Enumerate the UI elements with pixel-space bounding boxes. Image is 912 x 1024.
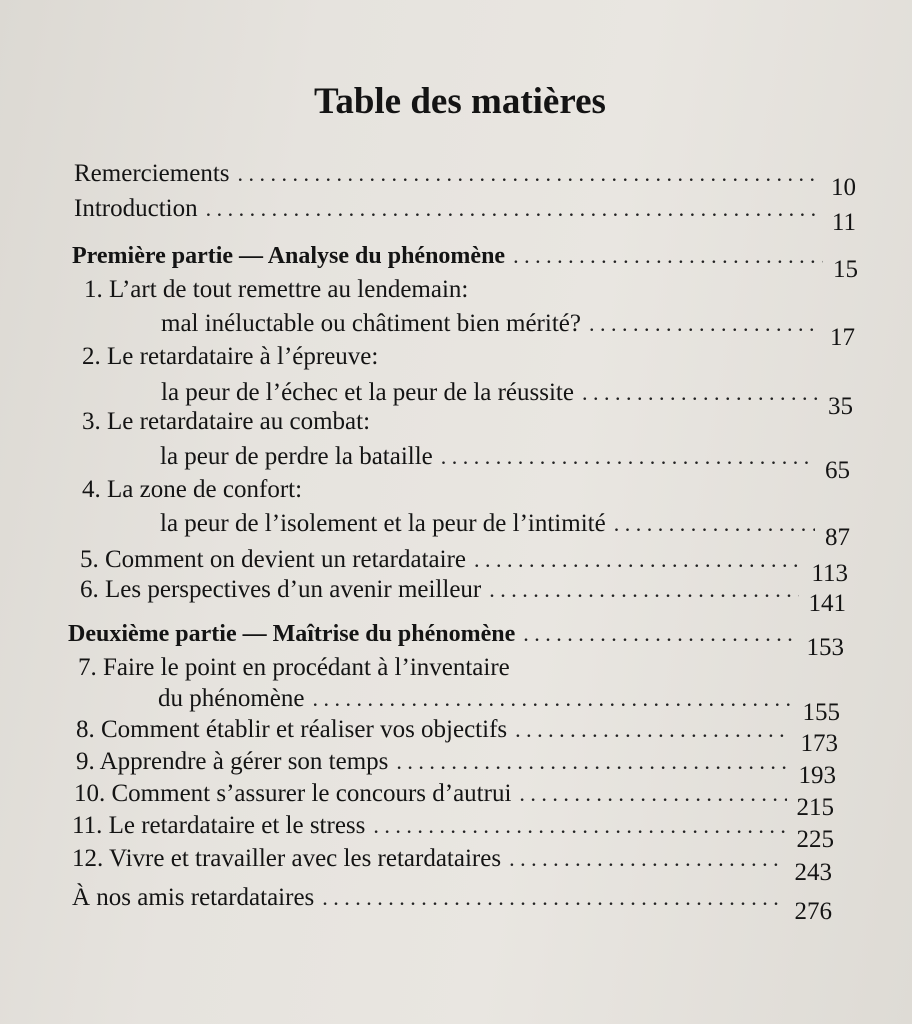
toc-entry-page: 155 xyxy=(802,699,840,726)
toc-chapter-6 xyxy=(80,576,846,617)
toc-chapter-1 xyxy=(161,310,855,351)
toc-chapter-10 xyxy=(74,780,834,821)
toc-entry-label: la peur de l’échec et la peur de la réussite xyxy=(161,379,574,406)
toc-entry-label: 5. Comment on devient un retardataire xyxy=(80,546,466,573)
leader-dots xyxy=(509,846,784,872)
toc-entry-page: 11 xyxy=(831,209,856,236)
toc-entry-remerciements xyxy=(74,160,856,201)
toc-chapter-5 xyxy=(80,546,848,587)
toc-entry-label: mal inéluctable ou châtiment bien mérité? xyxy=(161,310,581,337)
toc-entry-page: 243 xyxy=(794,859,832,886)
toc-entry-label: 6. Les perspectives d’un avenir meilleur xyxy=(80,576,482,603)
toc-entry-page: 153 xyxy=(806,634,844,661)
leader-dots xyxy=(489,577,798,603)
toc-entry-label: 8. Comment établir et réaliser vos objectifs xyxy=(76,716,508,743)
toc-entry-introduction xyxy=(74,195,856,236)
toc-entry-label: 12. Vivre et travailler avec les retardataires xyxy=(72,845,502,872)
toc-part-label: Deuxième partie — Maîtrise du phénomène xyxy=(68,621,516,647)
toc-chapter-8 xyxy=(76,716,838,757)
toc-chapter-12 xyxy=(72,845,832,886)
leader-dots xyxy=(589,311,820,337)
leader-dots xyxy=(474,547,801,573)
leader-dots xyxy=(312,686,792,712)
toc-entry-label: À nos amis retardataires xyxy=(72,884,315,911)
toc-entry-page: 193 xyxy=(798,762,836,789)
toc-chapter-2 xyxy=(161,379,853,420)
toc-entry-page: 87 xyxy=(825,524,850,551)
leader-dots xyxy=(396,749,788,775)
toc-chapter-4 xyxy=(160,510,850,551)
toc-part-one xyxy=(72,242,858,283)
toc-entry-page: 225 xyxy=(796,826,834,853)
toc-entry-label: Introduction xyxy=(74,195,198,222)
toc-entry-page: 15 xyxy=(833,256,858,283)
toc-entry-page: 65 xyxy=(825,457,850,484)
leader-dots xyxy=(513,243,823,269)
leader-dots xyxy=(614,511,815,537)
toc-entry-page: 173 xyxy=(800,730,838,757)
toc-entry-page: 113 xyxy=(811,560,848,587)
leader-dots xyxy=(515,717,790,743)
toc-entry-label: la peur de l’isolement et la peur de l’intimité xyxy=(160,510,606,537)
toc-entry-page: 10 xyxy=(831,174,856,201)
leader-dots xyxy=(206,196,822,222)
toc-chapter-3-title: 3. Le retardataire au combat: xyxy=(82,408,371,435)
leader-dots xyxy=(238,161,822,187)
toc-chapter-7 xyxy=(158,685,840,726)
toc-entry-label: la peur de perdre la bataille xyxy=(160,443,433,470)
toc-part-two xyxy=(68,620,844,661)
toc-chapter-4-title: 4. La zone de confort: xyxy=(82,476,303,503)
toc-entry-label: 11. Le retardataire et le stress xyxy=(72,812,366,839)
toc-entry-page: 17 xyxy=(830,324,855,351)
leader-dots xyxy=(373,813,786,839)
toc-closing-entry xyxy=(72,884,832,925)
toc-entry-page: 35 xyxy=(828,393,853,420)
toc-entry-label: 9. Apprendre à gérer son temps xyxy=(76,748,389,775)
toc-entry-page: 141 xyxy=(808,590,846,617)
toc-entry-label: du phénomène xyxy=(158,685,305,712)
toc-chapter-2-title: 2. Le retardataire à l’épreuve: xyxy=(82,343,379,370)
toc-part-label: Première partie — Analyse du phénomène xyxy=(72,243,506,269)
toc-chapter-7-title: 7. Faire le point en procédant à l’inventaire xyxy=(78,654,510,681)
toc-entry-label: Remerciements xyxy=(74,160,230,187)
leader-dots xyxy=(582,380,818,406)
toc-entry-page: 215 xyxy=(796,794,834,821)
leader-dots xyxy=(441,444,815,470)
toc-entry-page: 276 xyxy=(794,898,832,925)
leader-dots xyxy=(523,621,796,647)
toc-chapter-3 xyxy=(160,443,850,484)
toc-entry-label: 10. Comment s’assurer le concours d’autrui xyxy=(74,780,512,807)
leader-dots xyxy=(322,885,784,911)
toc-chapter-11 xyxy=(72,812,834,853)
toc-chapter-1-title: 1. L’art de tout remettre au lendemain: xyxy=(84,276,469,303)
leader-dots xyxy=(519,781,786,807)
page-title: Table des matières xyxy=(314,81,606,122)
toc-chapter-9 xyxy=(76,748,836,789)
